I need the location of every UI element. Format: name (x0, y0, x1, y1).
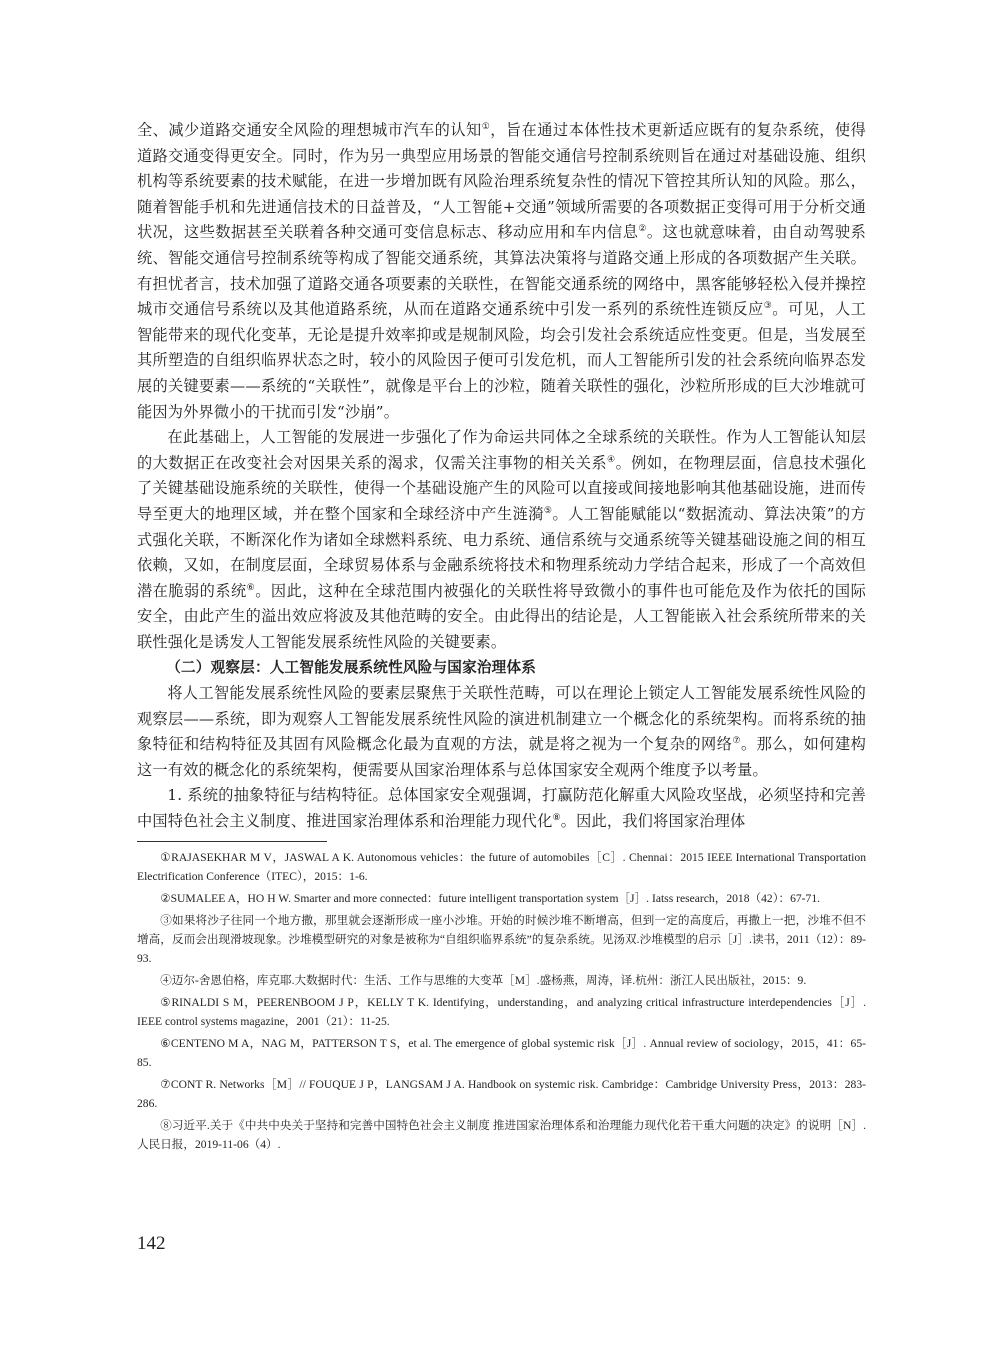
footnotes (137, 848, 866, 1154)
text: 全、减少道路交通安全风险的理想城市汽车的认知 (137, 121, 482, 139)
footnote-ref-1[interactable]: ① (481, 121, 491, 132)
footnote-ref-4[interactable]: ④ (607, 454, 616, 465)
footnote-5: ⑤RINALDI S M，PEERENBOOM J P，KELLY T K. Identifying，understanding，and analyzing critical infrastructure interdependencies［J］. IEEE control systems magazine，2001（21）：11-25. (137, 995, 866, 1028)
paragraph-2 (137, 425, 866, 655)
text: 在此基础上，人工智能的发展进一步强化了作为命运共同体之全球系统的关联性。作为人工智能认知层的大数据正在改变社会对因果关系的渴求，仅需关注事物的相关关系 (137, 428, 866, 472)
footnote-6: ⑥CENTENO M A，NAG M，PATTERSON T S，et al. The emergence of global systemic risk［J］. Annual review of sociology，2015，41：65-85. (137, 1036, 866, 1069)
footnote-2: ②SUMALEE A，HO H W. Smarter and more connected：future intelligent transportation system［J］. Iatss research，2018（42）：67-71. (160, 891, 821, 905)
footnote-ref-6[interactable]: ⑥ (246, 582, 256, 593)
footnote-7: ⑦CONT R. Networks［M］// FOUQUE J P，LANGSAM J A. Handbook on systemic risk. Cambridge：Cambridge University Press，2013：283-286. (137, 1077, 866, 1110)
text: 。因此，这种在全球范围内被强化的关联性将导致微小的事件也可能危及作为依托的国际安全，由此产生的溢出效应将波及其他范畴的安全。由此得出的结论是，人工智能嵌入社会系统所带来的关联性强化是诱发人工智能发展系统性风险的关键要素。 (137, 581, 866, 651)
text: 将人工智能发展系统性风险的要素层聚焦于关联性范畴，可以在理论上锁定人工智能发展系统性风险的观察层——系统，即为观察人工智能发展系统性风险的演进机制建立一个概念化的系统架构。而将系统的抽象特征和结构特征及其固有风险概念化最为直观的方法，就是将之视为一个复杂的网络 (137, 684, 866, 754)
section-heading: （二）观察层：人工智能发展系统性风险与国家治理体系 (166, 659, 537, 677)
page-number: 142 (137, 1233, 166, 1254)
paragraph-1 (137, 118, 866, 425)
footnote-4: ④迈尔-舍恩伯格，库克耶.大数据时代：生活、工作与思维的大变革［M］.盛杨燕，周涛，译.杭州：浙江人民出版社，2015：9. (160, 973, 807, 987)
text: 。那么，如何建构这一有效的概念化的系统架构，便需要从国家治理体系与总体国家安全观两个维度予以考量。 (137, 735, 866, 779)
text: 。人工智能赋能以“数据流动、算法决策”的方式强化关联，不断深化作为诸如全球燃料系统、电力系统、通信系统与交通系统等关键基础设施之间的相互依赖，又如，在制度层面，全球贸易体系与金融系统将技术和物理系统动力学结合起来，形成了一个高效但潜在脆弱的系统 (137, 504, 866, 600)
footnote-3: ③如果将沙子往同一个地方撒，那里就会逐渐形成一座小沙堆。开始的时候沙堆不断增高，但到一定的高度后，再撒上一把，沙堆不但不增高，反而会出现滑坡现象。沙堆模型研究的对象是被称为“自组织临界系统”的复杂系统。见汤双.沙堆模型的启示［J］.读书，2011（12）：89-93. (137, 913, 866, 965)
footnote-ref-2[interactable]: ② (638, 224, 647, 235)
footnote-1: ①RAJASEKHAR M V，JASWAL A K. Autonomous vehicles：the future of automobiles［C］. Chennai：2015 IEEE International Transportation Electrification Conference（ITEC），2015：1-6. (137, 850, 866, 883)
text: 。例如，在物理层面，信息技术强化了关键基础设施系统的关联性，使得一个基础设施产生的风险可以直接或间接地影响其他基础设施，进而传导至更大的地理区域，并在整个国家和全球经济中产生涟漪 (137, 453, 867, 523)
footnote-ref-8[interactable]: ⑧ (552, 812, 561, 823)
text: 1. 系统的抽象特征与结构特征。总体国家安全观强调，打赢防范化解重大风险攻坚战，必须坚持和完善中国特色社会主义制度、推进国家治理体系和治理能力现代化 (137, 786, 866, 831)
paragraph-4 (137, 783, 866, 834)
text: 。可见，人工智能带来的现代化变革，无论是提升效率抑或是规制风险，均会引发社会系统适应性变更。但是，当发展至其所塑造的自组织临界状态之时，较小的风险因子便可引发危机，而人工智能所引发的社会系统向临界态发展的关键要素——系统的“关联性”，就像是平台上的沙粒，随着关联性的强化，沙粒所形成的巨大沙堆就可能因为外界微小的干扰而引发“沙崩”。 (137, 300, 867, 421)
text: ，旨在通过本体性技术更新适应既有的复杂系统，使得道路交通变得更安全。同时，作为另一典型应用场景的智能交通信号控制系统则旨在通过对基础设施、组织机构等系统要素的技术赋能，在进一步增加既有风险治理系统复杂性的情况下管控其所认知的风险。那么，随着智能手机和先进通信技术的日益普及，“人工智能+交通”领域所需要的各项数据正变得可用于分析交通状况，这些数据甚至关联着各种交通可变信息标志、移动应用和车内信息 (137, 121, 866, 242)
text: 。因此，我们将国家治理体 (560, 812, 746, 831)
paragraph-3 (137, 681, 866, 783)
footnote-ref-5[interactable]: ⑤ (543, 505, 553, 516)
footnote-ref-3[interactable]: ③ (763, 301, 773, 312)
footnote-divider (137, 841, 327, 842)
footnote-ref-7[interactable]: ⑦ (732, 736, 741, 747)
footnote-8: ⑧习近平.关于《中共中央关于坚持和完善中国特色社会主义制度 推进国家治理体系和治理能力现代化若干重大问题的决定》的说明［N］.人民日报，2019-11-06（4）. (137, 1118, 866, 1151)
page-body (137, 118, 866, 1157)
text: 。这也就意味着，由自动驾驶系统、智能交通信号控制系统等构成了智能交通系统，其算法决策将与道路交通上形成的各项数据产生关联。有担忧者言，技术加强了道路交通各项要素的关联性，在智能交通系统的网络中，黑客能够轻松入侵并操控城市交通信号系统以及其他道路系统，从而在道路交通系统中引发一系列的系统性连锁反应 (137, 223, 866, 319)
